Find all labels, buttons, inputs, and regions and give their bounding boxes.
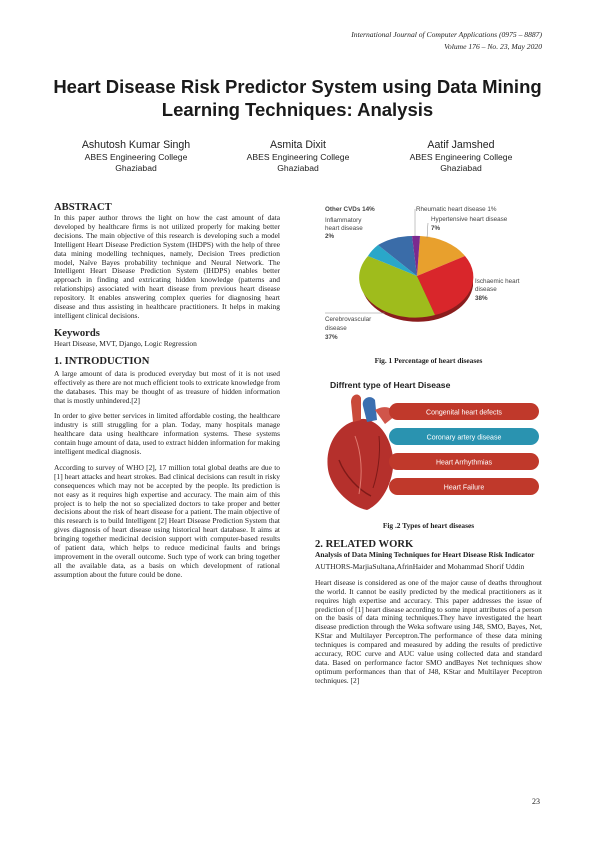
- pie-3d: [359, 236, 473, 322]
- label-ischaemic-value: 38%: [475, 295, 488, 302]
- disease-type-label: Heart Arrhythmias: [435, 459, 493, 467]
- paper-title-line-2: Learning Techniques: Analysis: [161, 99, 434, 120]
- related-work-subheading: Analysis of Data Mining Techniques for Heart Disease Risk Indicator: [315, 550, 535, 559]
- label-inflammatory: heart disease: [325, 225, 363, 232]
- author-city: Ghaziabad: [277, 163, 319, 173]
- related-work-authors: AUTHORS-MarjiaSultana,AfrinHaider and Mohammad Shorif Uddin: [315, 561, 525, 571]
- label-rheumatic: Rheumatic heart disease 1%: [416, 206, 497, 213]
- related-work-text: Heart disease is considered as one of the major cause of deaths throughout the world. It cannot be easily predicted by the medical practitioners as it requires high expertise and accuracy. This paper addresses the issue of prediction of [1] heart disease according to some input attributes of a person on the basis of data mining techniques.They have investigated the heart disease prediction through the Weka software using J48, SMO, Bayes, Net, KStar and Multilayer Perceptron.The performance of these data mining techniques is compared and measured by adding the results of predictive accuracy, ROC curve and AUC value using collected data and standard data. Based on performance factor SMO andBayes Net techniques show optimum performances than that of J48, KStar and Multilayer Peceptron techniques. [2]: [315, 577, 542, 685]
- author-name: Asmita Dixit: [270, 139, 326, 151]
- abstract-heading: ABSTRACT: [54, 202, 112, 213]
- introduction-heading: 1. INTRODUCTION: [54, 355, 150, 367]
- leader-line: [427, 223, 428, 238]
- figure-1-caption: Fig. 1 Percentage of heart diseases: [374, 356, 483, 365]
- label-ischaemic: disease: [475, 286, 497, 293]
- disease-type-label: Heart Failure: [443, 484, 485, 492]
- left-column: [54, 202, 280, 587]
- label-hypertensive-value: 7%: [431, 225, 441, 232]
- label-inflammatory-value: 2%: [325, 233, 335, 240]
- author-block: [371, 139, 551, 174]
- disease-type-label: Coronary artery disease: [426, 434, 502, 442]
- figure-1-pie-chart: [315, 198, 545, 346]
- author-city: Ghaziabad: [440, 163, 482, 173]
- label-ischaemic: Ischaemic heart: [475, 278, 520, 285]
- intro-paragraph: In order to give better services in limited affordable costing, the healthcare industry is still struggling for a plan. Today, many hospitals manage healthcare data using healthcare information systems. These systems contain huge amount of data, used to extract hidden information for making intelligent medical diagnosis.: [54, 411, 280, 457]
- figure-2-caption: Fig .2 Types of heart diseases: [382, 521, 475, 530]
- figure-2-title: Diffrent type of Heart Disease: [330, 380, 451, 390]
- intro-paragraph: According to survey of WHO [2], 17 million total global deaths are due to [1] heart attacks and heart strokes. Bad clinical decisions can result in risky consequences which may not be accepted by the people. Its prediction is not easy as it requires high expertise and accuracy. The main aim of this project is to help the not so specialized doctors to take proper and better decisions about the risk of heart disease for a patient. The main objective of this research is to build Intelligent [2] Heart Disease Prediction System that gives diagnosis of heart disease using historical heart database. It aims at bringing together medicinal decision support with computer-based results of patient data, which helps to reduce medicinal faults and brings improvement in the overall outcome. Such type of work can bring together all the available data, as a basis on which development of rational assumption about the future could be done.: [54, 462, 280, 579]
- disease-type-list: [389, 403, 539, 495]
- label-inflammatory: Inflammatory: [325, 217, 362, 224]
- journal-volume: Volume 176 – No. 23, May 2020: [444, 42, 542, 51]
- author-block: [208, 139, 388, 174]
- right-column: [315, 539, 542, 693]
- page-number: 23: [532, 797, 540, 806]
- author-name: Ashutosh Kumar Singh: [81, 139, 191, 151]
- author-affiliation: ABES Engineering College: [84, 152, 188, 162]
- author-block: [46, 139, 226, 174]
- abstract-text: In this paper author throws the light on how the cast amount of data developed by healthcare firms is not utilized properly for making better decisions. The main objective of this research is developing such a model Intelligent Heart Disease Prediction System (IHDPS) with the help of three data mining modelling techniques, namely, Decision Trees prediction model, Naïve Bayes probability technique and Neural Network. The Intelligent Heart Disease Prediction System (IHDPS) enables better approach in finding and extricating hidden knowledge (patterns and relationships) associated with heart disease from previous heart disease repository. It enables answering complex queries for diagnosing heart disease and thus assisting in healthcare practitioners. It helps in making intelligent clinical decisions.: [54, 213, 280, 320]
- author-city: Ghaziabad: [115, 163, 157, 173]
- disease-type-label: Congenital heart defects: [426, 409, 502, 417]
- heart-illustration: [327, 395, 395, 510]
- related-work-heading: 2. RELATED WORK: [315, 539, 414, 550]
- label-cerebrovascular: disease: [325, 325, 347, 332]
- journal-name: International Journal of Computer Applications (0975 – 8887): [351, 30, 542, 39]
- intro-paragraph: A large amount of data is produced everyday but most of it is not used effectively as there are not much efficient tools to extricate knowledge from the databases. This may be thought of as treasure of hidden information that is mostly unhindered.[2]: [54, 368, 280, 405]
- journal-header: [351, 29, 542, 53]
- keywords-heading: Keywords: [54, 327, 100, 339]
- author-name: Aatif Jamshed: [427, 139, 495, 151]
- label-hypertensive: Hypertensive heart disease: [431, 216, 508, 223]
- label-cerebrovascular: Cerebrovascular: [325, 316, 372, 323]
- figure-2-heart-diagram: [315, 376, 545, 514]
- author-affiliation: ABES Engineering College: [246, 152, 350, 162]
- keywords-text: Heart Disease, MVT, Django, Logic Regression: [54, 338, 197, 348]
- paper-title-line-1: Heart Disease Risk Predictor System using Data Mining: [53, 76, 542, 97]
- paper-title: [40, 75, 555, 121]
- label-cerebrovascular-value: 37%: [325, 334, 338, 341]
- author-affiliation: ABES Engineering College: [409, 152, 513, 162]
- label-other: Other CVDs 14%: [325, 206, 375, 213]
